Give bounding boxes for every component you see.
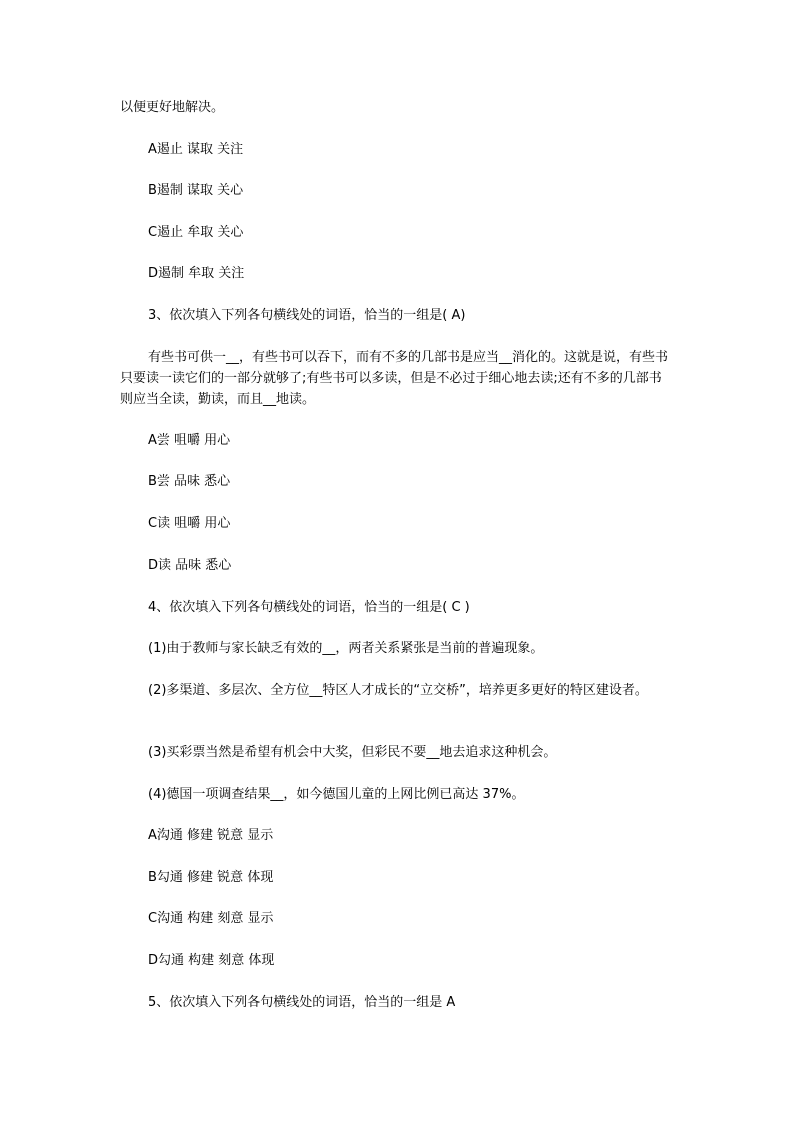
option-c: C遏止 牟取 关心 <box>148 225 244 240</box>
sentence-1: (1)由于教师与家长缺乏有效的__，两者关系紧张是当前的普遍现象。 <box>148 641 544 656</box>
option-b: B勾通 修建 锐意 体现 <box>148 870 274 885</box>
option-d: D勾通 构建 刻意 体现 <box>148 953 275 968</box>
option-d: D读 品味 悉心 <box>148 558 232 573</box>
option-c: C读 咀嚼 用心 <box>148 516 231 531</box>
option-a: A沟通 修建 锐意 显示 <box>148 828 274 843</box>
question-4: 4、依次填入下列各句横线处的词语，恰当的一组是( C ) <box>148 600 470 615</box>
option-c: C沟通 构建 刻意 显示 <box>148 911 274 926</box>
text-line: 以便更好地解决。 <box>120 100 225 115</box>
option-a: A遏止 谋取 关注 <box>148 142 244 157</box>
sentence-3: (3)买彩票当然是希望有机会中大奖，但彩民不要__地去追求这种机会。 <box>148 745 557 760</box>
option-b: B尝 品味 悉心 <box>148 474 231 489</box>
sentence-2: (2)多渠道、多层次、全方位__特区人才成长的“立交桥”，培养更多更好的特区建设者。 <box>148 683 648 698</box>
question-3: 3、依次填入下列各句横线处的词语，恰当的一组是( A) <box>148 308 466 323</box>
question-3-passage: 有些书可供一__，有些书可以吞下，而有不多的几部书是应当__消化的。这就是说，有些书只要读一读它们的一部分就够了;有些书可以多读，但是不必过于细心地去读;还有不多的几部书则应当全读，勤读，而且__地读。 <box>120 350 669 407</box>
option-a: A尝 咀嚼 用心 <box>148 433 231 448</box>
sentence-4: (4)德国一项调查结果__，如今德国儿童的上网比例已高达 37%。 <box>148 787 525 802</box>
option-b: B遏制 谋取 关心 <box>148 183 244 198</box>
question-5: 5、依次填入下列各句横线处的词语，恰当的一组是 A <box>148 995 456 1010</box>
option-d: D遏制 牟取 关注 <box>148 266 245 281</box>
